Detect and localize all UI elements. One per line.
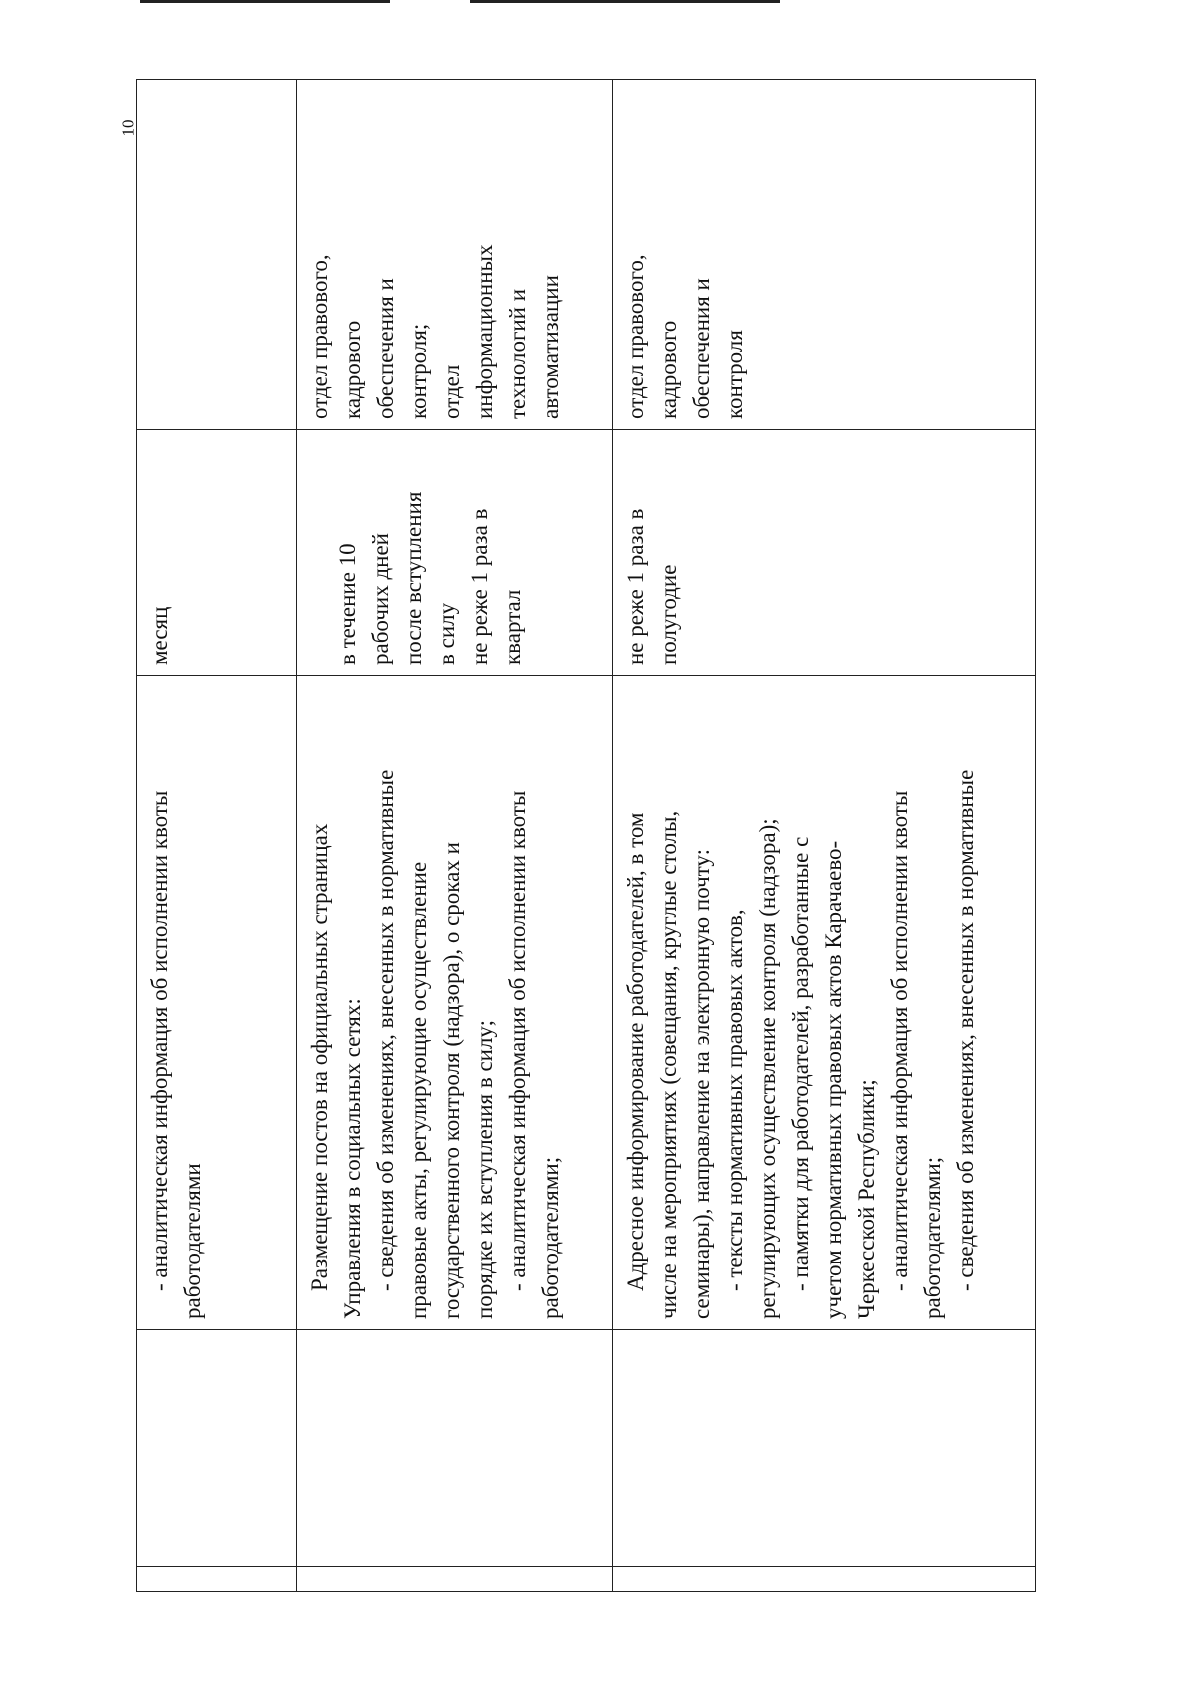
text-line: не реже 1 раза в: [623, 508, 648, 665]
text-line: отдел: [439, 364, 464, 419]
number-cell: [613, 1567, 1036, 1592]
text-line: государственного контроля (надзора), о сроках и: [439, 842, 464, 1319]
text-line: технологий и: [505, 288, 530, 419]
text-line: полугодие: [656, 564, 681, 665]
measure-cell: [137, 676, 297, 1330]
section-cell: [297, 1330, 613, 1567]
text-line: Черкесской Республики;: [854, 1079, 879, 1319]
plan-table: [136, 79, 1036, 1592]
text-line: не реже 1 раза в: [467, 508, 492, 665]
text-line: Адресное информирование работодателей, в том: [623, 812, 648, 1291]
measure-cell: [613, 676, 1036, 1330]
text-line: информационных: [472, 244, 497, 419]
text-line: обеспечения и: [373, 278, 398, 419]
text-line: учетом нормативных правовых актов Карачаево-: [821, 840, 846, 1319]
text-line: отдел правового,: [623, 254, 648, 419]
scan-top-line-left: [140, 0, 390, 3]
text-line: кадрового: [656, 320, 681, 419]
text-line: работодателями;: [920, 1156, 945, 1319]
text-line: регулирующих осуществление контроля (надзора);: [755, 818, 780, 1319]
text-line: семинары), направление на электронную почту:: [689, 848, 714, 1319]
number-cell: [297, 1567, 613, 1592]
term-cell: [137, 430, 297, 676]
text-line: Размещение постов на официальных страницах: [307, 823, 332, 1291]
table-row: [297, 80, 613, 1592]
text-line: контроля: [722, 330, 747, 419]
text-line: работодателями;: [538, 1156, 563, 1319]
text-line: - аналитическая информация об исполнении квоты: [505, 790, 530, 1291]
term-cell: [297, 430, 613, 676]
text-line: после вступления: [401, 491, 426, 665]
text-line: - аналитическая информация об исполнении квоты: [887, 790, 912, 1291]
text-line: в силу: [434, 602, 459, 665]
text-line: контроля;: [406, 323, 431, 419]
section-cell: [137, 1330, 297, 1567]
table-row: [613, 80, 1036, 1592]
text-line: квартал: [500, 589, 525, 665]
responsible-cell: [297, 80, 613, 430]
text-line: работодателями: [180, 1163, 205, 1319]
term-cell: [613, 430, 1036, 676]
scan-top-line-right: [470, 0, 780, 3]
text-line: кадрового: [340, 320, 365, 419]
text-line: числе на мероприятиях (совещания, круглые столы,: [656, 810, 681, 1319]
text-line: в течение 10: [335, 543, 360, 665]
text-line: - тексты нормативных правовых актов,: [722, 909, 747, 1291]
text-line: рабочих дней: [368, 533, 393, 665]
text-line: автоматизации: [538, 275, 563, 419]
page-number: 10: [118, 119, 138, 137]
text-line: правовые акты, регулирующие осуществление: [406, 861, 431, 1319]
text-line: - памятки для работодателей, разработанные с: [788, 836, 813, 1291]
text-line: - аналитическая информация об исполнении квоты: [147, 790, 172, 1291]
section-cell: [613, 1330, 1036, 1567]
rotated-table-wrapper: [136, 80, 1036, 1592]
text-line: - сведения об изменениях, внесенных в нормативные: [373, 769, 398, 1291]
responsible-cell: [137, 80, 297, 430]
measure-cell: [297, 676, 613, 1330]
table-row: [137, 80, 297, 1592]
text-line: порядке их вступления в силу;: [472, 1019, 497, 1319]
responsible-cell: [613, 80, 1036, 430]
text-line: месяц: [147, 606, 172, 665]
number-cell: [137, 1567, 297, 1592]
text-line: - сведения об изменениях, внесенных в нормативные: [953, 769, 978, 1291]
text-line: обеспечения и: [689, 278, 714, 419]
text-line: отдел правового,: [307, 254, 332, 419]
text-line: Управления в социальных сетях:: [340, 998, 365, 1319]
